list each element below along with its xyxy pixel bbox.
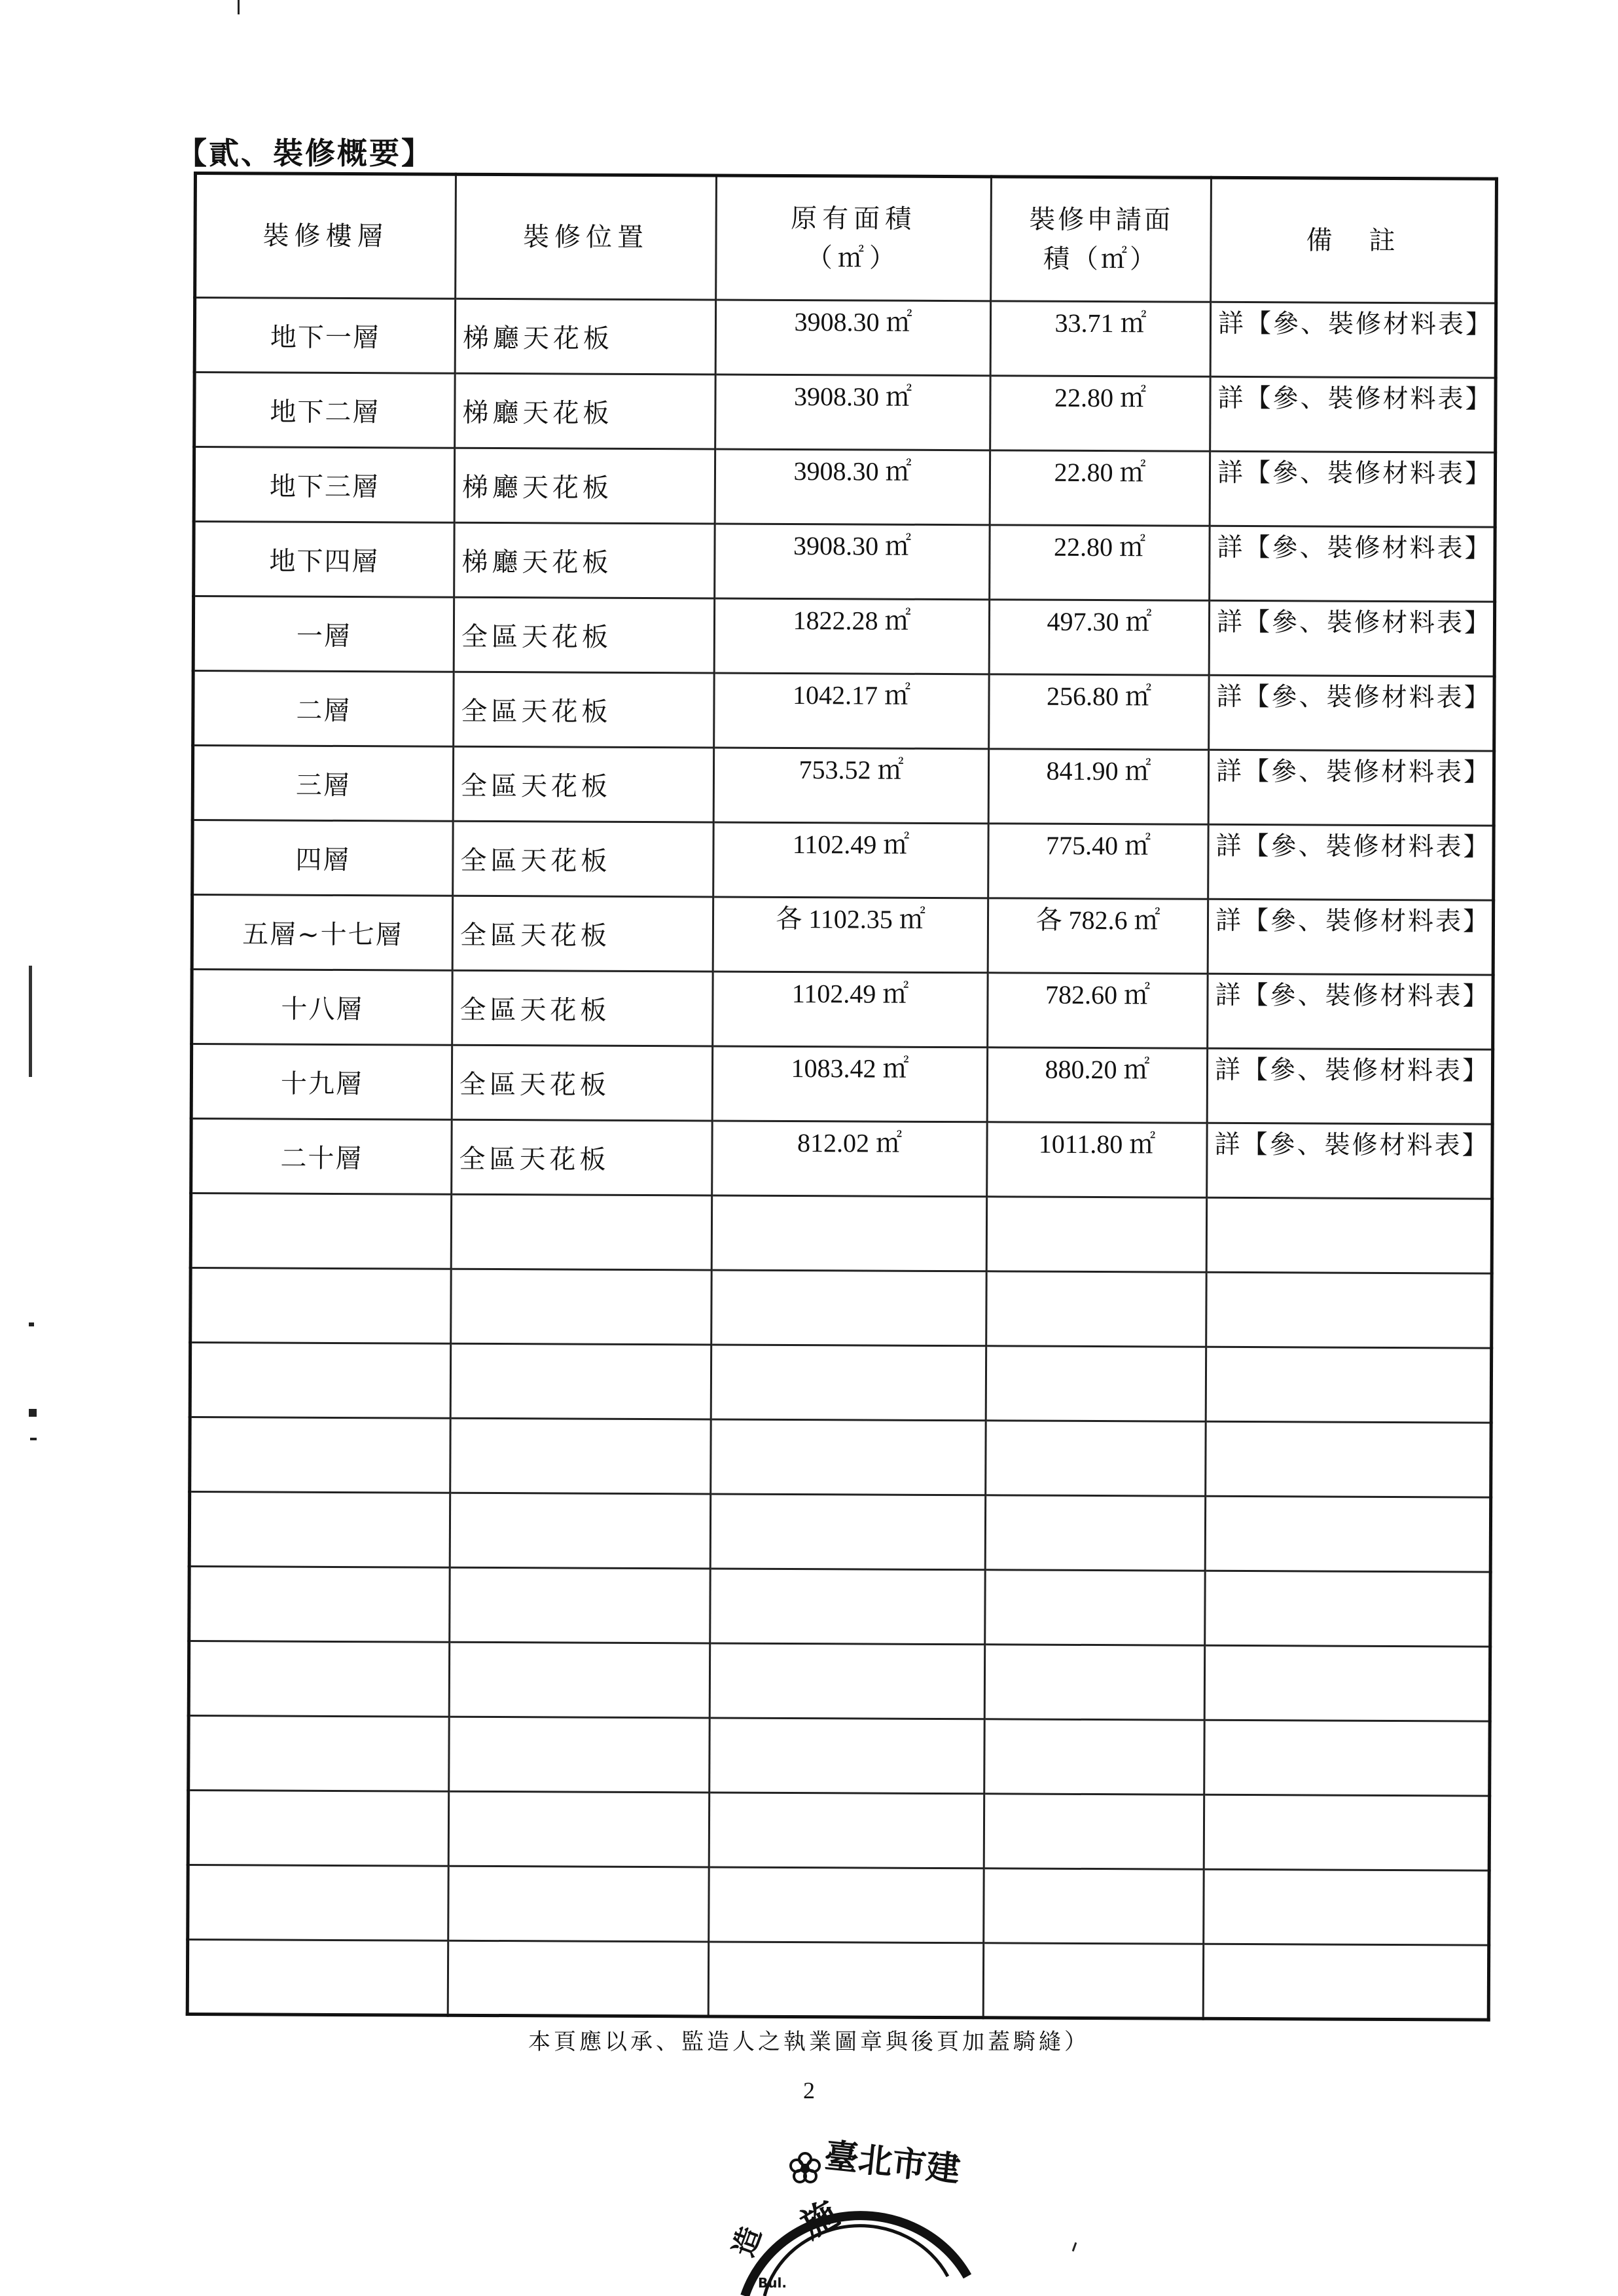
floor-cell: 地下四層 bbox=[194, 522, 454, 598]
empty-cell bbox=[985, 1570, 1205, 1645]
empty-cell bbox=[710, 1569, 985, 1645]
original-area-cell: 各 1102.35 ㎡ bbox=[713, 897, 988, 973]
scan-mark bbox=[29, 966, 32, 1077]
table-row bbox=[192, 895, 1493, 975]
table-row-empty bbox=[190, 1193, 1492, 1273]
stamp-text-inner: 施 bbox=[794, 2193, 846, 2247]
header-floor: 裝修樓層 bbox=[195, 173, 456, 299]
stamp-text-small: Bul. bbox=[758, 2275, 787, 2291]
empty-cell bbox=[450, 1418, 711, 1494]
table-row bbox=[194, 373, 1496, 453]
header-location: 裝修位置 bbox=[456, 174, 717, 300]
empty-cell bbox=[986, 1271, 1206, 1347]
table-row-empty bbox=[190, 1267, 1492, 1348]
table-row bbox=[193, 596, 1494, 677]
empty-cell bbox=[986, 1421, 1206, 1496]
original-area-cell: 3908.30 ㎡ bbox=[715, 524, 990, 600]
empty-cell bbox=[1206, 1421, 1491, 1497]
empty-cell bbox=[188, 1790, 448, 1866]
header-remarks: 備 註 bbox=[1211, 177, 1497, 303]
remark-cell: 詳【參、裝修材料表】 bbox=[1209, 600, 1494, 676]
scan-mark bbox=[30, 1438, 37, 1440]
empty-cell bbox=[983, 1943, 1203, 2018]
empty-cell bbox=[984, 1645, 1204, 1720]
table-row bbox=[194, 298, 1496, 378]
applied-area-cell: 256.80 ㎡ bbox=[989, 674, 1209, 750]
table-row bbox=[193, 671, 1494, 752]
floor-cell: 二十層 bbox=[191, 1118, 452, 1194]
header-original-area-unit: （㎡） bbox=[806, 243, 901, 274]
table-row-empty bbox=[188, 1865, 1489, 1945]
stamp-text-top: 臺北市建 bbox=[822, 2136, 962, 2190]
section-title: 【貳、裝修概要】 bbox=[177, 136, 433, 171]
table-row bbox=[192, 820, 1494, 901]
location-cell: 全區天花板 bbox=[452, 970, 713, 1046]
empty-cell bbox=[449, 1717, 710, 1793]
stamp-text-left: 造 bbox=[727, 2222, 768, 2261]
location-cell: 梯廳天花板 bbox=[455, 299, 715, 374]
remark-cell: 詳【參、裝修材料表】 bbox=[1207, 1123, 1492, 1199]
empty-cell bbox=[450, 1567, 710, 1643]
empty-cell bbox=[986, 1197, 1206, 1272]
empty-cell bbox=[450, 1493, 710, 1569]
table-row bbox=[191, 1118, 1492, 1199]
empty-cell bbox=[1205, 1496, 1490, 1572]
location-cell: 全區天花板 bbox=[452, 896, 713, 972]
applied-area-cell: 841.90 ㎡ bbox=[988, 749, 1208, 824]
remark-cell: 詳【參、裝修材料表】 bbox=[1208, 899, 1493, 975]
floor-cell: 四層 bbox=[192, 820, 453, 896]
applied-area-cell: 各 782.6 ㎡ bbox=[988, 898, 1208, 974]
table-row-empty bbox=[189, 1566, 1490, 1647]
table-row-empty bbox=[188, 1790, 1489, 1870]
applied-area-cell: 497.30 ㎡ bbox=[989, 600, 1209, 675]
empty-cell bbox=[187, 1939, 448, 2015]
remark-cell: 詳【參、裝修材料表】 bbox=[1209, 675, 1494, 751]
empty-cell bbox=[708, 1942, 983, 2018]
original-area-cell: 1102.49 ㎡ bbox=[713, 972, 988, 1048]
scan-mark bbox=[29, 1322, 34, 1326]
location-cell: 梯廳天花板 bbox=[454, 522, 715, 598]
footer-note: 本頁應以承、監造人之執業圖章與後頁加蓋騎縫） bbox=[528, 2029, 1090, 2055]
table-row bbox=[194, 447, 1495, 528]
empty-cell bbox=[190, 1342, 450, 1418]
floor-cell: 五層~十七層 bbox=[192, 895, 452, 971]
table-row bbox=[192, 746, 1494, 826]
empty-cell bbox=[448, 1941, 708, 2016]
empty-cell bbox=[1204, 1795, 1489, 1870]
applied-area-cell: 22.80 ㎡ bbox=[990, 450, 1210, 526]
remark-cell: 詳【參、裝修材料表】 bbox=[1208, 824, 1494, 900]
original-area-cell: 3908.30 ㎡ bbox=[715, 449, 990, 525]
empty-cell bbox=[1203, 1944, 1488, 2020]
empty-cell bbox=[711, 1345, 986, 1421]
remark-cell: 詳【參、裝修材料表】 bbox=[1210, 451, 1495, 527]
applied-area-cell: 1011.80 ㎡ bbox=[987, 1122, 1207, 1197]
location-cell: 全區天花板 bbox=[454, 597, 714, 673]
empty-cell bbox=[1204, 1645, 1490, 1721]
empty-cell bbox=[984, 1794, 1204, 1869]
empty-cell bbox=[711, 1270, 986, 1346]
empty-cell bbox=[710, 1643, 984, 1719]
empty-cell bbox=[450, 1343, 711, 1419]
floor-cell: 一層 bbox=[193, 596, 454, 672]
original-area-cell: 1822.28 ㎡ bbox=[714, 598, 989, 674]
plum-blossom-icon bbox=[791, 2153, 819, 2182]
location-cell: 全區天花板 bbox=[452, 1120, 712, 1195]
table-row bbox=[191, 1044, 1492, 1124]
official-seal-stamp bbox=[727, 2116, 980, 2296]
original-area-cell: 3908.30 ㎡ bbox=[715, 300, 990, 376]
table-header-row bbox=[195, 173, 1497, 304]
original-area-cell: 3908.30 ㎡ bbox=[715, 374, 990, 450]
table-row bbox=[194, 522, 1495, 602]
empty-cell bbox=[188, 1865, 448, 1941]
original-area-cell: 812.02 ㎡ bbox=[712, 1121, 987, 1197]
original-area-cell: 1042.17 ㎡ bbox=[714, 673, 989, 749]
empty-cell bbox=[189, 1491, 450, 1567]
empty-cell bbox=[710, 1718, 984, 1794]
floor-cell: 二層 bbox=[193, 671, 454, 747]
empty-cell bbox=[190, 1193, 451, 1269]
empty-cell bbox=[711, 1195, 986, 1271]
remark-cell: 詳【參、裝修材料表】 bbox=[1208, 750, 1494, 826]
floor-cell: 三層 bbox=[192, 746, 453, 822]
header-applied-area: 裝修申請面 積（㎡） bbox=[991, 177, 1212, 302]
empty-cell bbox=[448, 1866, 709, 1942]
empty-cell bbox=[451, 1269, 711, 1345]
table-row bbox=[192, 969, 1493, 1049]
remark-cell: 詳【參、裝修材料表】 bbox=[1210, 526, 1495, 602]
table-row-empty bbox=[190, 1417, 1491, 1497]
table-row-empty bbox=[190, 1342, 1491, 1423]
location-cell: 梯廳天花板 bbox=[455, 373, 715, 449]
location-cell: 全區天花板 bbox=[452, 1045, 712, 1121]
empty-cell bbox=[189, 1715, 449, 1791]
remark-cell: 詳【參、裝修材料表】 bbox=[1210, 302, 1496, 378]
location-cell: 全區天花板 bbox=[454, 672, 714, 748]
empty-cell bbox=[709, 1793, 984, 1868]
table-row-empty bbox=[189, 1491, 1490, 1572]
location-cell: 全區天花板 bbox=[453, 821, 713, 897]
table-row-empty bbox=[187, 1939, 1488, 2020]
table-row-empty bbox=[189, 1715, 1490, 1796]
empty-cell bbox=[986, 1346, 1206, 1421]
floor-cell: 地下二層 bbox=[194, 373, 455, 448]
empty-cell bbox=[449, 1642, 710, 1718]
empty-cell bbox=[985, 1495, 1205, 1571]
remark-cell: 詳【參、裝修材料表】 bbox=[1207, 1048, 1492, 1124]
page-number: 2 bbox=[803, 2077, 815, 2104]
original-area-cell: 1083.42 ㎡ bbox=[712, 1046, 987, 1122]
empty-cell bbox=[984, 1868, 1204, 1944]
empty-cell bbox=[189, 1641, 449, 1717]
empty-cell bbox=[1204, 1720, 1490, 1796]
applied-area-cell: 22.80 ㎡ bbox=[990, 376, 1210, 451]
remark-cell: 詳【參、裝修材料表】 bbox=[1210, 376, 1496, 452]
location-cell: 全區天花板 bbox=[453, 746, 713, 822]
empty-cell bbox=[189, 1566, 450, 1642]
floor-cell: 十八層 bbox=[192, 969, 452, 1045]
applied-area-cell: 775.40 ㎡ bbox=[988, 824, 1208, 899]
floor-cell: 地下一層 bbox=[194, 298, 455, 374]
empty-cell bbox=[1206, 1272, 1492, 1348]
empty-cell bbox=[451, 1194, 711, 1270]
scan-mark bbox=[238, 0, 240, 14]
scan-mark bbox=[29, 1409, 37, 1417]
empty-cell bbox=[190, 1267, 451, 1343]
empty-cell bbox=[711, 1419, 986, 1495]
original-area-cell: 753.52 ㎡ bbox=[713, 748, 988, 824]
empty-cell bbox=[1206, 1197, 1492, 1273]
applied-area-cell: 22.80 ㎡ bbox=[990, 525, 1210, 600]
empty-cell bbox=[1204, 1869, 1489, 1945]
location-cell: 梯廳天花板 bbox=[454, 448, 715, 524]
empty-cell bbox=[1205, 1571, 1490, 1647]
empty-cell bbox=[709, 1867, 984, 1943]
header-original-area: 原有面積 （㎡） bbox=[716, 175, 992, 301]
floor-cell: 十九層 bbox=[191, 1044, 452, 1120]
empty-cell bbox=[448, 1791, 709, 1867]
empty-cell bbox=[984, 1719, 1204, 1795]
applied-area-cell: 782.60 ㎡ bbox=[988, 973, 1208, 1048]
empty-cell bbox=[190, 1417, 450, 1493]
table-row-empty bbox=[189, 1641, 1490, 1721]
renovation-summary-table bbox=[186, 172, 1498, 2022]
original-area-cell: 1102.49 ㎡ bbox=[713, 822, 988, 898]
applied-area-cell: 33.71 ㎡ bbox=[990, 301, 1210, 376]
remark-cell: 詳【參、裝修材料表】 bbox=[1208, 974, 1493, 1049]
floor-cell: 地下三層 bbox=[194, 447, 454, 523]
empty-cell bbox=[1206, 1347, 1491, 1423]
applied-area-cell: 880.20 ㎡ bbox=[987, 1048, 1207, 1123]
empty-cell bbox=[710, 1494, 985, 1570]
scan-mark bbox=[1072, 2242, 1077, 2251]
